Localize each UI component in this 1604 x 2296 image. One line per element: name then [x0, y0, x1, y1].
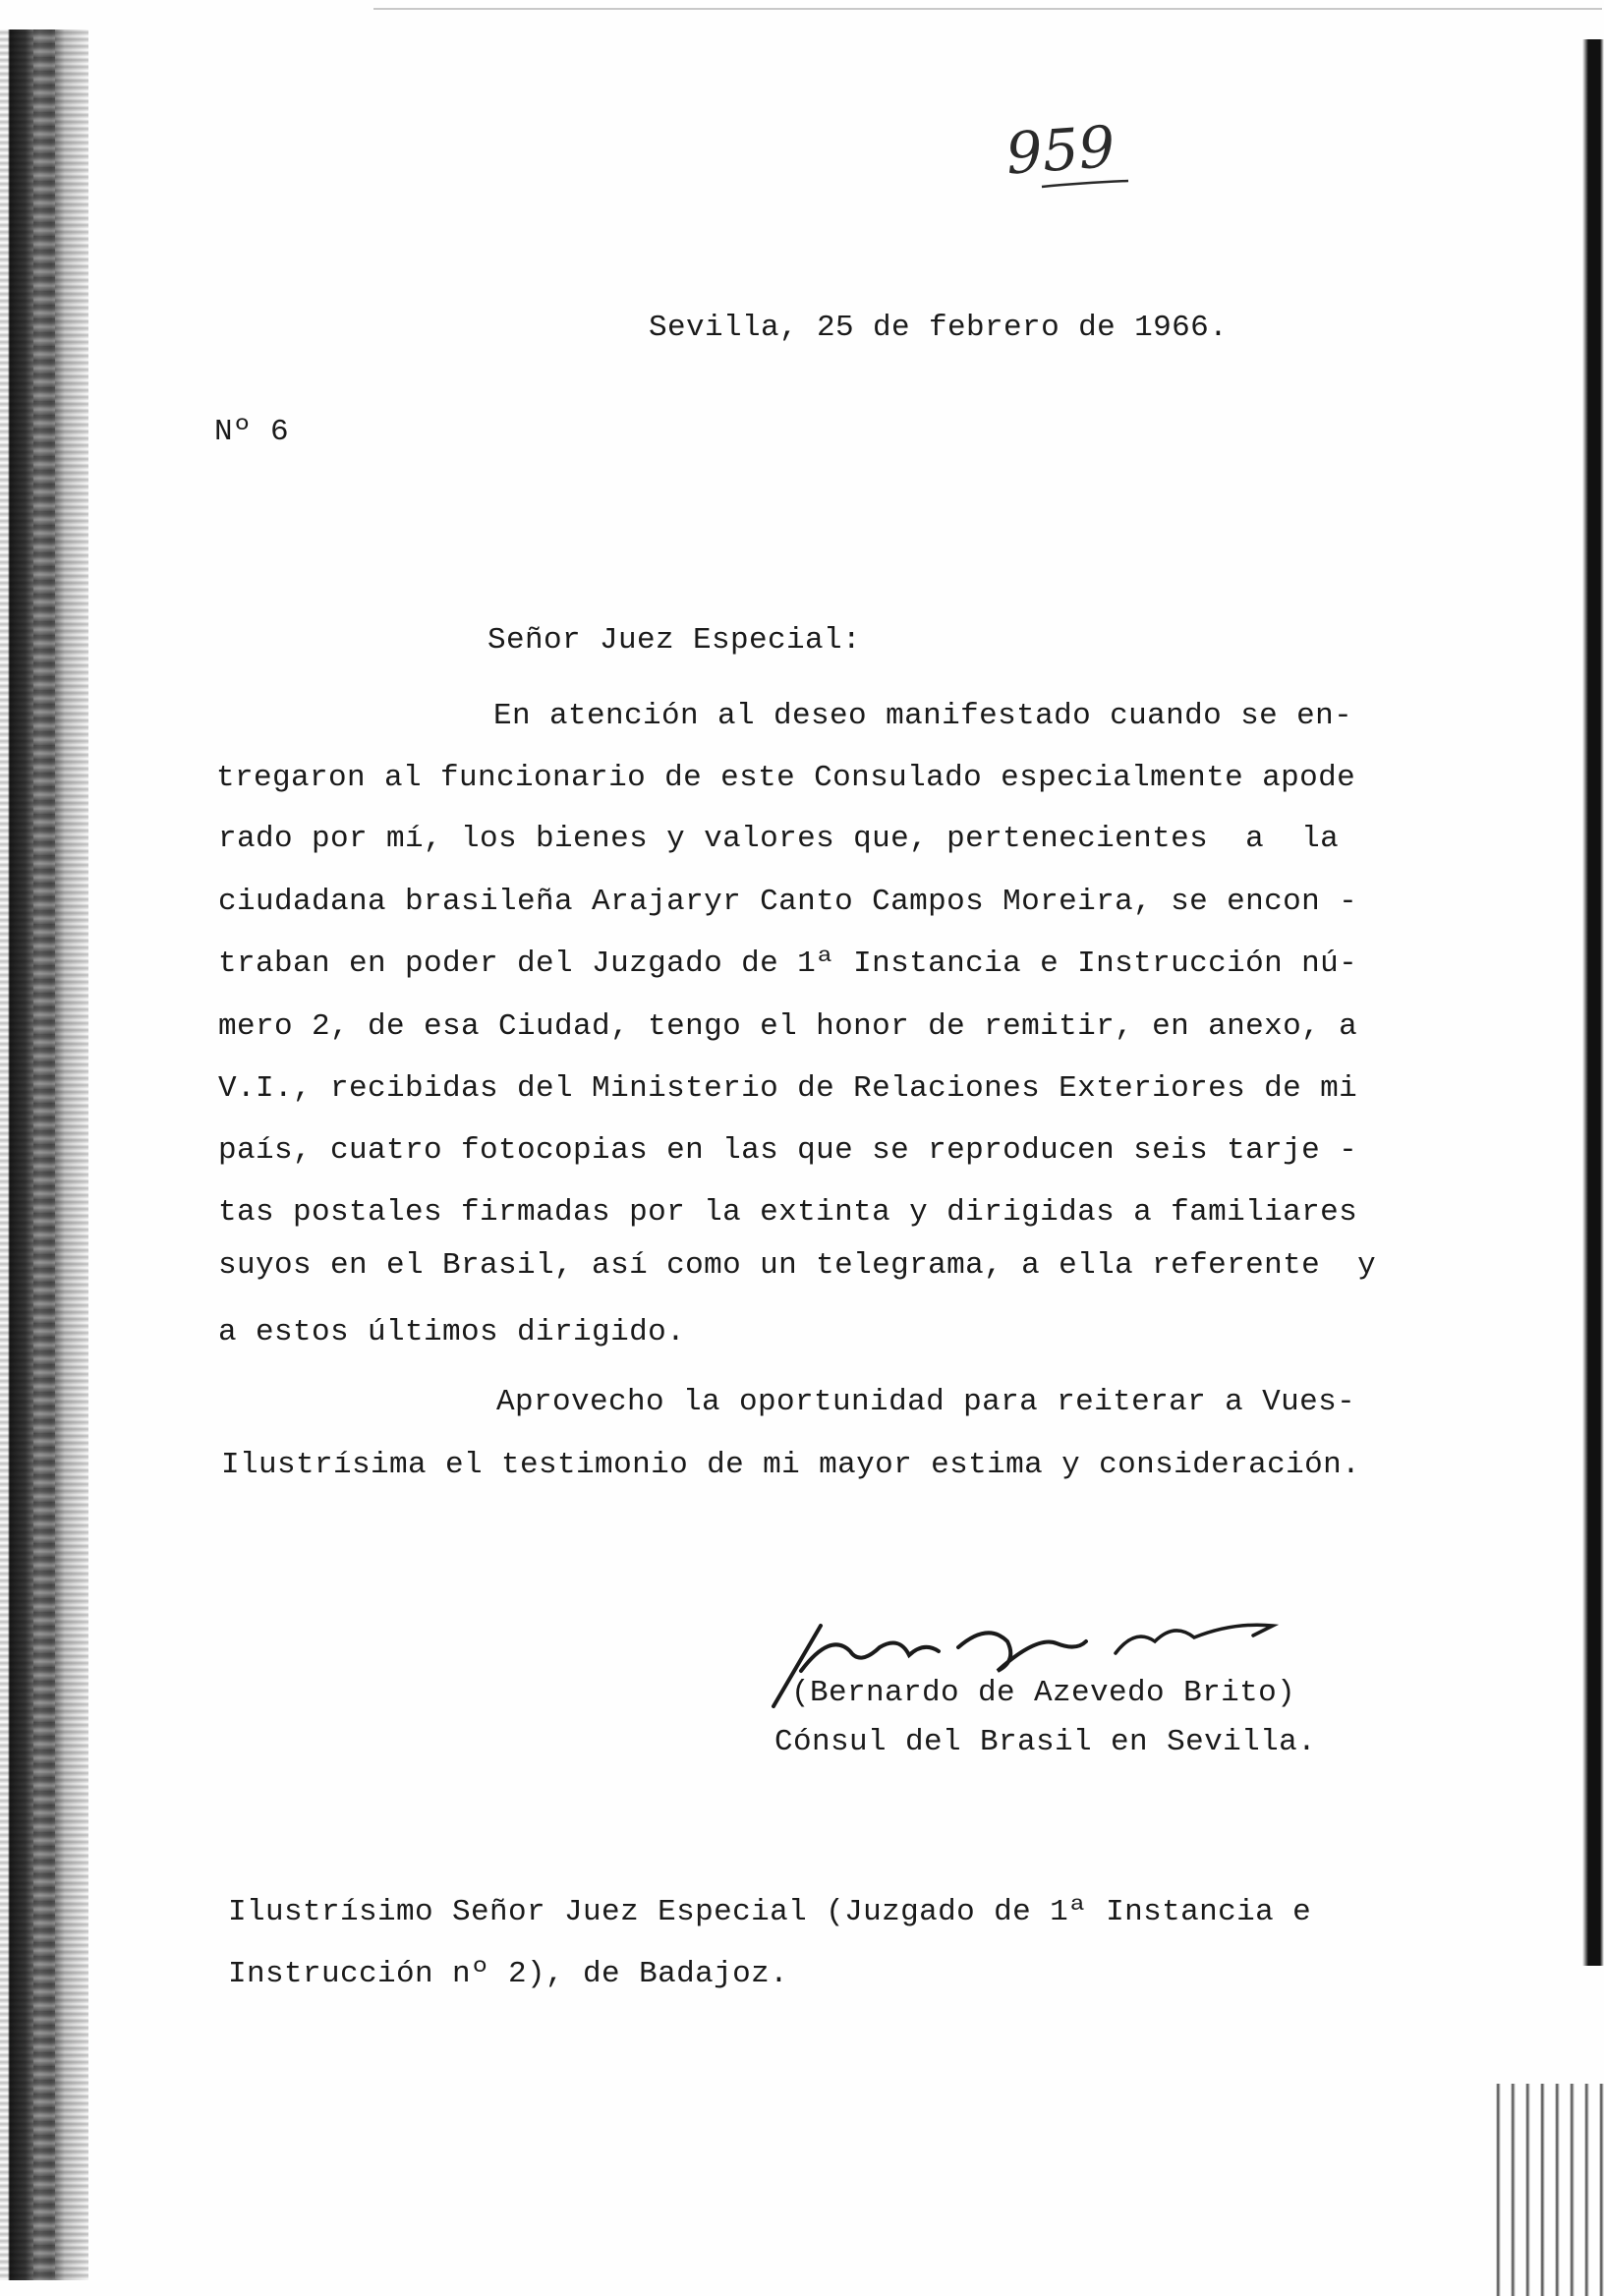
body-line: a estos últimos dirigido. — [218, 1315, 686, 1349]
body-line: país, cuatro fotocopias en las que se reproducen seis tarje - — [218, 1133, 1358, 1168]
salutation: Señor Juez Especial: — [487, 623, 862, 658]
body-line: mero 2, de esa Ciudad, tengo el honor de remitir, en anexo, a — [218, 1009, 1358, 1044]
addressee-line: Instrucción nº 2), de Badajoz. — [228, 1957, 789, 1991]
body-line: rado por mí, los bienes y valores que, pertenecientes a la — [218, 822, 1340, 856]
scan-edge-right — [1582, 39, 1604, 1966]
body-line: V.I., recibidas del Ministerio de Relaciones Exteriores de mi — [218, 1071, 1358, 1106]
addressee-line: Ilustrísimo Señor Juez Especial (Juzgado de 1ª Instancia e — [228, 1895, 1312, 1929]
body-line: En atención al deseo manifestado cuando se en- — [493, 699, 1353, 733]
body-line: tas postales firmadas por la extinta y dirigidas a familiares — [218, 1195, 1358, 1230]
body-line: Ilustrísima el testimonio de mi mayor estima y consideración. — [221, 1448, 1361, 1482]
body-line: ciudadana brasileña Arajaryr Canto Campos Moreira, se encon - — [218, 885, 1358, 919]
body-line: traban en poder del Juzgado de 1ª Instancia e Instrucción nú- — [218, 947, 1358, 981]
body-line: Aprovecho la oportunidad para reiterar a Vues- — [496, 1385, 1356, 1419]
handwritten-folio-number — [1002, 106, 1150, 214]
body-line: tregaron al funcionario de este Consulado especialmente apode — [216, 761, 1356, 795]
signatory-name: (Bernardo de Azevedo Brito) — [791, 1676, 1296, 1710]
scan-top-rule — [373, 8, 1602, 10]
reference-number: Nº 6 — [214, 415, 290, 449]
scan-binding-edge-left — [0, 29, 88, 2280]
folio-number-text: 959 — [1003, 112, 1117, 188]
body-line: suyos en el Brasil, así como un telegrama, a ella referente y — [218, 1248, 1377, 1283]
scan-edge-right-bottom — [1486, 2084, 1604, 2296]
signatory-title: Cónsul del Brasil en Sevilla. — [774, 1725, 1317, 1759]
date-line: Sevilla, 25 de febrero de 1966. — [649, 311, 1229, 345]
